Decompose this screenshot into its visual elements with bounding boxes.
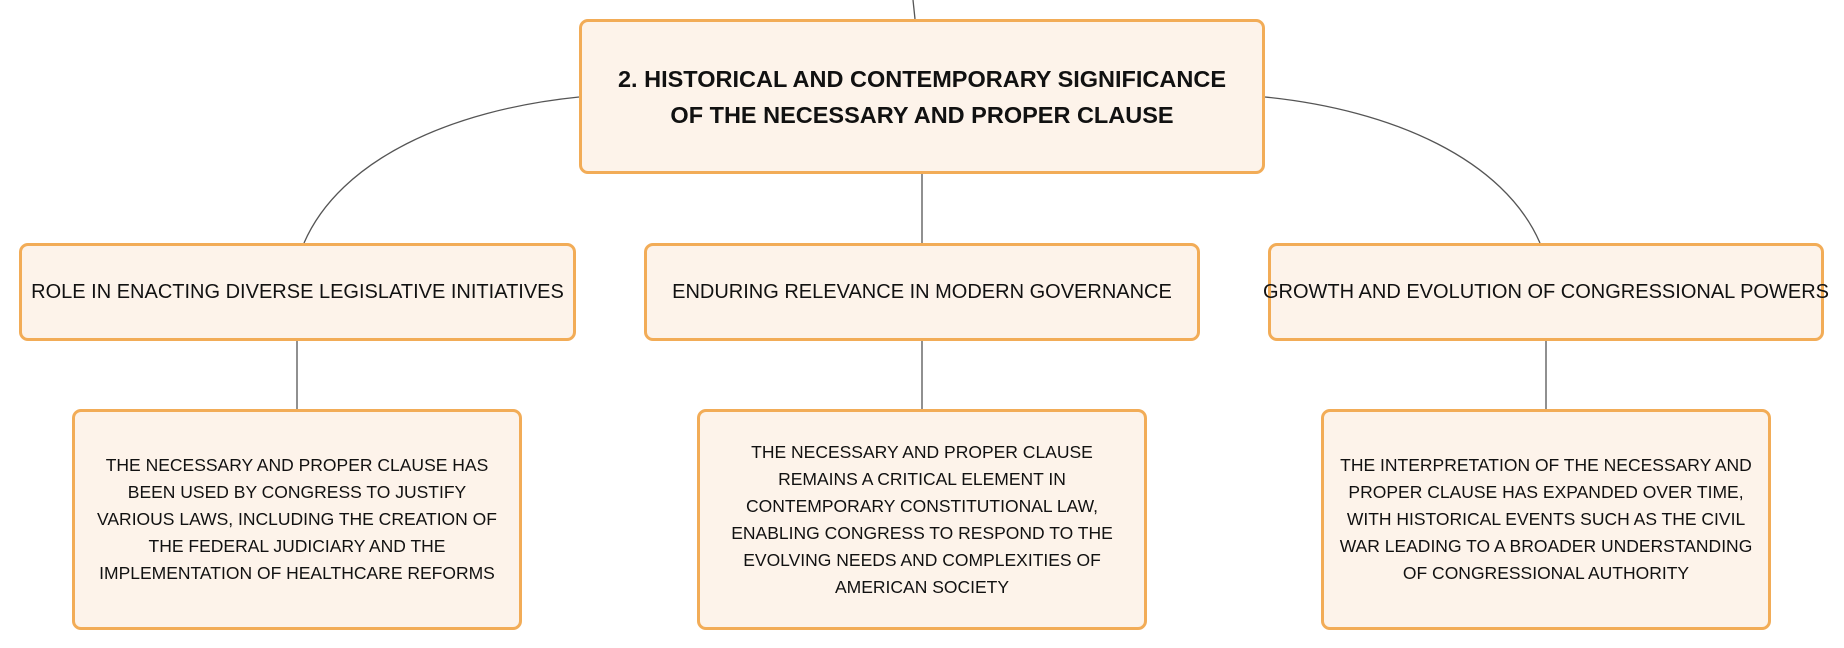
detail-node-congressional-powers[interactable] bbox=[1321, 409, 1771, 630]
branch-label: ROLE IN ENACTING DIVERSE LEGISLATIVE INITIATIVES bbox=[31, 281, 564, 303]
root-topic-node[interactable] bbox=[579, 19, 1265, 174]
detail-node-modern-governance[interactable] bbox=[697, 409, 1147, 630]
detail-node-legislative-initiatives[interactable] bbox=[72, 409, 522, 630]
connector-root-to-branch-3 bbox=[1265, 97, 1540, 243]
connector-root-to-branch-1 bbox=[304, 97, 579, 243]
branch-node-modern-governance[interactable] bbox=[644, 243, 1200, 341]
detail-text: THE INTERPRETATION OF THE NECESSARY AND PROPER CLAUSE HAS EXPANDED OVER TIME, WITH HISTORICAL EVENTS SUCH AS THE CIVIL WAR LEADING TO A BROADER UNDERSTANDING OF CONGRESSIONAL AUTHORITY bbox=[1339, 455, 1753, 583]
detail-text: THE NECESSARY AND PROPER CLAUSE HAS BEEN USED BY CONGRESS TO JUSTIFY VARIOUS LAWS, INCLUDING THE CREATION OF THE FEDERAL JUDICIARY AND THE IMPLEMENTATION OF HEALTHCARE REFORMS bbox=[97, 455, 497, 583]
branch-label: ENDURING RELEVANCE IN MODERN GOVERNANCE bbox=[672, 281, 1172, 303]
branch-label: GROWTH AND EVOLUTION OF CONGRESSIONAL POWERS bbox=[1263, 281, 1829, 303]
detail-text: THE NECESSARY AND PROPER CLAUSE REMAINS A CRITICAL ELEMENT IN CONTEMPORARY CONSTITUTIONAL LAW, ENABLING CONGRESS TO RESPOND TO THE EVOLVING NEEDS AND COMPLEXITIES OF AMERICAN SOCIETY bbox=[731, 441, 1113, 597]
branch-node-congressional-powers[interactable] bbox=[1263, 243, 1829, 341]
branch-node-legislative-initiatives[interactable] bbox=[19, 243, 576, 341]
root-topic-label: 2. HISTORICAL AND CONTEMPORARY SIGNIFICANCE OF THE NECESSARY AND PROPER CLAUSE bbox=[617, 65, 1226, 128]
connector-parent-to-root bbox=[913, 0, 915, 19]
